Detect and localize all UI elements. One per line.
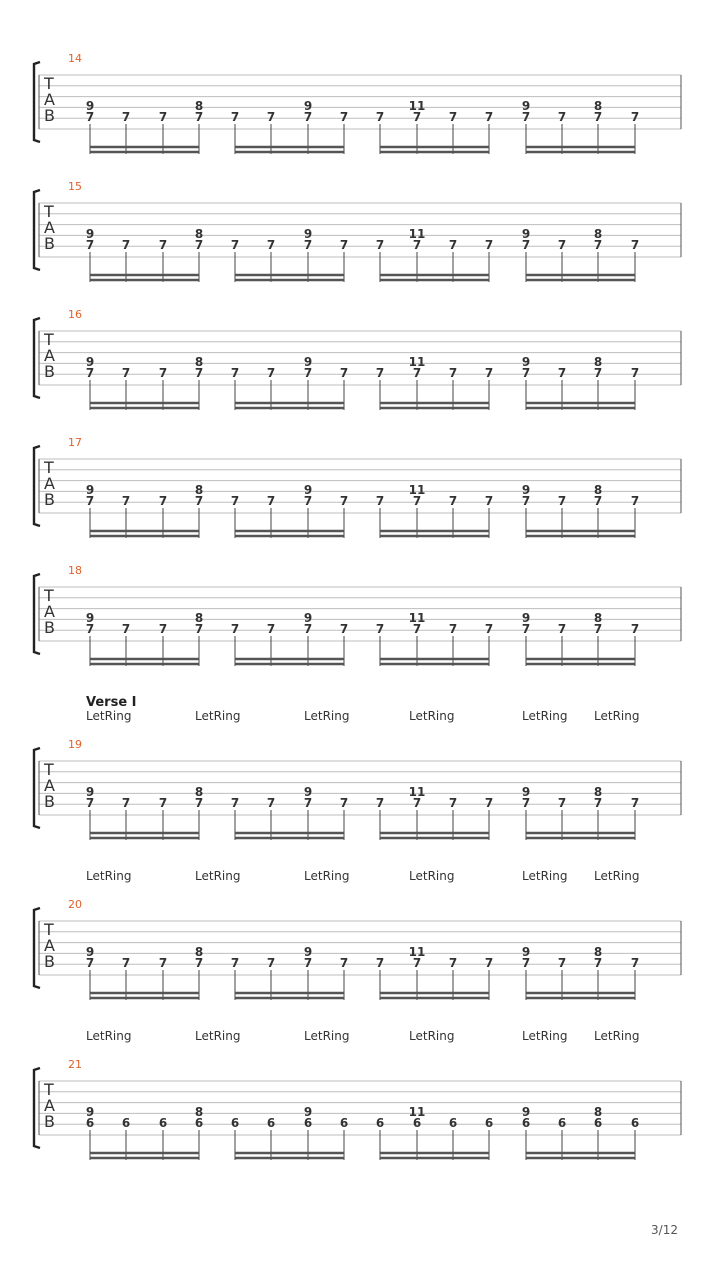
- fret-number-lower: 7: [521, 956, 531, 970]
- fret-number-lower: 7: [85, 622, 95, 636]
- fret-number-lower: 7: [412, 494, 422, 508]
- fret-number-upper: 9: [303, 227, 313, 241]
- fret-number-lower: 7: [121, 238, 131, 252]
- fret-number-lower: 6: [593, 1116, 603, 1130]
- fret-number-lower: 7: [339, 956, 349, 970]
- fret-number-lower: 7: [266, 796, 276, 810]
- fret-number-lower: 7: [158, 366, 168, 380]
- fret-number-lower: 7: [339, 494, 349, 508]
- fret-number-lower: 6: [121, 1116, 131, 1130]
- tab-clef-letter: B: [44, 952, 55, 971]
- fret-number-lower: 7: [121, 366, 131, 380]
- fret-number-lower: 7: [194, 238, 204, 252]
- fret-number-lower: 7: [521, 238, 531, 252]
- fret-number-lower: 7: [194, 366, 204, 380]
- fret-number-upper: 8: [194, 99, 204, 113]
- let-ring-label: LetRing: [195, 1029, 241, 1043]
- tab-clef-letter: A: [44, 90, 55, 109]
- fret-number-upper: 8: [194, 945, 204, 959]
- fret-number-lower: 7: [375, 956, 385, 970]
- fret-number-lower: 7: [121, 796, 131, 810]
- fret-number-lower: 7: [85, 366, 95, 380]
- fret-number-lower: 6: [194, 1116, 204, 1130]
- fret-number-lower: 7: [85, 494, 95, 508]
- fret-number-lower: 7: [266, 366, 276, 380]
- fret-number-lower: 7: [158, 796, 168, 810]
- measure-number: 17: [68, 436, 82, 449]
- fret-number-upper: 9: [303, 355, 313, 369]
- fret-number-upper: 8: [194, 1105, 204, 1119]
- fret-number-lower: 7: [484, 796, 494, 810]
- tab-clef-letter: T: [44, 586, 54, 605]
- fret-number-upper: 9: [521, 1105, 531, 1119]
- measure-number: 19: [68, 738, 82, 751]
- fret-number-lower: 7: [85, 956, 95, 970]
- fret-number-lower: 7: [158, 622, 168, 636]
- let-ring-label: LetRing: [594, 709, 640, 723]
- let-ring-label: LetRing: [409, 869, 455, 883]
- fret-number-lower: 6: [412, 1116, 422, 1130]
- fret-number-lower: 7: [593, 110, 603, 124]
- fret-number-lower: 7: [375, 366, 385, 380]
- fret-number-lower: 7: [303, 494, 313, 508]
- fret-number-lower: 7: [448, 366, 458, 380]
- fret-number-lower: 7: [194, 622, 204, 636]
- tab-clef-letter: T: [44, 330, 54, 349]
- let-ring-label: LetRing: [86, 869, 132, 883]
- let-ring-label: LetRing: [522, 869, 568, 883]
- fret-number-lower: 7: [121, 494, 131, 508]
- fret-number-lower: 7: [593, 796, 603, 810]
- fret-number-lower: 6: [521, 1116, 531, 1130]
- fret-number-lower: 6: [630, 1116, 640, 1130]
- fret-number-lower: 7: [521, 622, 531, 636]
- fret-number-lower: 7: [448, 110, 458, 124]
- tab-clef-letter: B: [44, 618, 55, 637]
- fret-number-upper: 9: [303, 785, 313, 799]
- fret-number-lower: 7: [85, 110, 95, 124]
- fret-number-lower: 7: [557, 796, 567, 810]
- fret-number-lower: 7: [484, 110, 494, 124]
- fret-number-lower: 7: [121, 110, 131, 124]
- fret-number-upper: 9: [85, 99, 95, 113]
- fret-number-lower: 7: [339, 110, 349, 124]
- fret-number-lower: 7: [375, 494, 385, 508]
- fret-number-lower: 6: [339, 1116, 349, 1130]
- tab-clef-letter: B: [44, 362, 55, 381]
- fret-number-lower: 7: [593, 366, 603, 380]
- fret-number-lower: 7: [484, 238, 494, 252]
- fret-number-lower: 7: [303, 956, 313, 970]
- fret-number-lower: 7: [521, 796, 531, 810]
- tab-clef-letter: A: [44, 346, 55, 365]
- fret-number-lower: 7: [448, 622, 458, 636]
- fret-number-lower: 7: [557, 366, 567, 380]
- fret-number-lower: 7: [448, 796, 458, 810]
- fret-number-lower: 7: [194, 494, 204, 508]
- tab-clef-letter: T: [44, 74, 54, 93]
- fret-number-lower: 6: [303, 1116, 313, 1130]
- tab-clef-letter: T: [44, 458, 54, 477]
- fret-number-lower: 7: [375, 796, 385, 810]
- fret-number-upper: 8: [593, 945, 603, 959]
- fret-number-upper: 9: [85, 1105, 95, 1119]
- fret-number-upper: 11: [408, 945, 426, 959]
- section-label: Verse I: [86, 695, 137, 710]
- tab-system: [34, 869, 681, 1000]
- fret-number-lower: 7: [194, 956, 204, 970]
- fret-number-upper: 8: [593, 355, 603, 369]
- fret-number-lower: 7: [230, 110, 240, 124]
- fret-number-lower: 7: [85, 238, 95, 252]
- let-ring-label: LetRing: [409, 709, 455, 723]
- fret-number-upper: 9: [303, 1105, 313, 1119]
- fret-number-lower: 7: [230, 956, 240, 970]
- fret-number-lower: 7: [593, 956, 603, 970]
- measure-number: 21: [68, 1058, 82, 1071]
- fret-number-upper: 8: [194, 227, 204, 241]
- fret-number-lower: 7: [630, 494, 640, 508]
- tab-clef-letter: B: [44, 1112, 55, 1131]
- fret-number-lower: 7: [230, 622, 240, 636]
- fret-number-lower: 7: [339, 366, 349, 380]
- fret-number-upper: 9: [521, 99, 531, 113]
- fret-number-upper: 9: [521, 785, 531, 799]
- fret-number-lower: 6: [85, 1116, 95, 1130]
- fret-number-upper: 9: [85, 945, 95, 959]
- let-ring-label: LetRing: [195, 709, 241, 723]
- fret-number-upper: 9: [521, 611, 531, 625]
- fret-number-upper: 9: [521, 355, 531, 369]
- fret-number-lower: 7: [448, 494, 458, 508]
- fret-number-upper: 11: [408, 355, 426, 369]
- fret-number-upper: 8: [194, 611, 204, 625]
- fret-number-lower: 7: [158, 956, 168, 970]
- measure-number: 14: [68, 52, 82, 65]
- fret-number-lower: 7: [630, 238, 640, 252]
- fret-number-lower: 7: [484, 622, 494, 636]
- tab-clef-letter: A: [44, 936, 55, 955]
- fret-number-upper: 11: [408, 99, 426, 113]
- fret-number-lower: 7: [230, 366, 240, 380]
- fret-number-lower: 7: [412, 366, 422, 380]
- page-number: 3/12: [651, 1223, 678, 1237]
- fret-number-lower: 6: [484, 1116, 494, 1130]
- tab-clef-letter: A: [44, 776, 55, 795]
- fret-number-lower: 7: [85, 796, 95, 810]
- fret-number-lower: 6: [448, 1116, 458, 1130]
- fret-number-lower: 7: [121, 622, 131, 636]
- fret-number-upper: 11: [408, 227, 426, 241]
- fret-number-lower: 7: [521, 110, 531, 124]
- fret-number-lower: 7: [266, 494, 276, 508]
- fret-number-upper: 9: [303, 99, 313, 113]
- tab-clef-letter: A: [44, 474, 55, 493]
- measure-number: 18: [68, 564, 82, 577]
- fret-number-lower: 7: [158, 494, 168, 508]
- fret-number-upper: 9: [85, 227, 95, 241]
- fret-number-lower: 7: [521, 494, 531, 508]
- fret-number-lower: 7: [412, 956, 422, 970]
- fret-number-upper: 8: [593, 483, 603, 497]
- fret-number-lower: 7: [158, 110, 168, 124]
- fret-number-upper: 9: [85, 611, 95, 625]
- fret-number-lower: 7: [557, 622, 567, 636]
- fret-number-upper: 9: [303, 483, 313, 497]
- tab-system: [34, 180, 681, 282]
- fret-number-lower: 7: [303, 796, 313, 810]
- fret-number-lower: 6: [375, 1116, 385, 1130]
- fret-number-lower: 7: [448, 956, 458, 970]
- fret-number-lower: 7: [266, 238, 276, 252]
- fret-number-upper: 9: [85, 483, 95, 497]
- fret-number-upper: 8: [593, 99, 603, 113]
- fret-number-upper: 8: [593, 1105, 603, 1119]
- fret-number-lower: 7: [266, 110, 276, 124]
- fret-number-lower: 7: [593, 622, 603, 636]
- fret-number-lower: 7: [448, 238, 458, 252]
- tab-system: [34, 436, 681, 538]
- fret-number-upper: 9: [303, 611, 313, 625]
- fret-number-upper: 9: [521, 227, 531, 241]
- fret-number-lower: 6: [266, 1116, 276, 1130]
- fret-number-lower: 7: [557, 110, 567, 124]
- fret-number-lower: 7: [266, 622, 276, 636]
- let-ring-label: LetRing: [594, 1029, 640, 1043]
- let-ring-label: LetRing: [86, 1029, 132, 1043]
- fret-number-lower: 7: [230, 796, 240, 810]
- fret-number-lower: 7: [303, 238, 313, 252]
- fret-number-upper: 11: [408, 611, 426, 625]
- fret-number-upper: 8: [593, 227, 603, 241]
- tab-system: [34, 564, 681, 666]
- fret-number-lower: 7: [339, 622, 349, 636]
- fret-number-lower: 6: [557, 1116, 567, 1130]
- let-ring-label: LetRing: [304, 709, 350, 723]
- fret-number-upper: 9: [521, 483, 531, 497]
- fret-number-lower: 7: [412, 796, 422, 810]
- fret-number-upper: 9: [303, 945, 313, 959]
- fret-number-lower: 7: [375, 238, 385, 252]
- fret-number-lower: 7: [557, 956, 567, 970]
- fret-number-lower: 7: [194, 110, 204, 124]
- let-ring-label: LetRing: [522, 1029, 568, 1043]
- fret-number-lower: 7: [593, 238, 603, 252]
- fret-number-lower: 7: [630, 622, 640, 636]
- fret-number-lower: 7: [593, 494, 603, 508]
- fret-number-lower: 7: [630, 796, 640, 810]
- let-ring-label: LetRing: [195, 869, 241, 883]
- tab-clef-letter: T: [44, 1080, 54, 1099]
- fret-number-lower: 6: [230, 1116, 240, 1130]
- fret-number-lower: 7: [375, 622, 385, 636]
- fret-number-lower: 7: [630, 110, 640, 124]
- fret-number-upper: 8: [593, 785, 603, 799]
- tab-clef-letter: A: [44, 1096, 55, 1115]
- fret-number-upper: 8: [194, 785, 204, 799]
- fret-number-upper: 9: [85, 785, 95, 799]
- fret-number-upper: 11: [408, 483, 426, 497]
- fret-number-upper: 11: [408, 1105, 426, 1119]
- tab-clef-letter: B: [44, 234, 55, 253]
- fret-number-lower: 7: [303, 622, 313, 636]
- tab-clef-letter: T: [44, 202, 54, 221]
- fret-number-lower: 7: [484, 494, 494, 508]
- fret-number-lower: 7: [303, 366, 313, 380]
- fret-number-lower: 7: [412, 622, 422, 636]
- fret-number-lower: 7: [484, 956, 494, 970]
- let-ring-label: LetRing: [86, 709, 132, 723]
- tab-clef-letter: B: [44, 792, 55, 811]
- tab-clef-letter: A: [44, 602, 55, 621]
- fret-number-upper: 9: [85, 355, 95, 369]
- fret-number-lower: 7: [630, 956, 640, 970]
- tab-clef-letter: T: [44, 760, 54, 779]
- tab-system: [34, 52, 681, 154]
- tab-clef-letter: B: [44, 106, 55, 125]
- tab-system: [34, 308, 681, 410]
- tab-clef-letter: T: [44, 920, 54, 939]
- fret-number-lower: 7: [521, 366, 531, 380]
- measure-number: 15: [68, 180, 82, 193]
- fret-number-lower: 7: [339, 238, 349, 252]
- fret-number-lower: 7: [121, 956, 131, 970]
- fret-number-lower: 7: [339, 796, 349, 810]
- tab-clef-letter: A: [44, 218, 55, 237]
- fret-number-upper: 8: [194, 355, 204, 369]
- let-ring-label: LetRing: [522, 709, 568, 723]
- let-ring-label: LetRing: [304, 1029, 350, 1043]
- measure-number: 20: [68, 898, 82, 911]
- tab-system: [34, 695, 681, 840]
- fret-number-lower: 7: [266, 956, 276, 970]
- fret-number-upper: 11: [408, 785, 426, 799]
- measure-number: 16: [68, 308, 82, 321]
- fret-number-lower: 7: [630, 366, 640, 380]
- fret-number-lower: 7: [303, 110, 313, 124]
- fret-number-upper: 8: [593, 611, 603, 625]
- let-ring-label: LetRing: [304, 869, 350, 883]
- tab-system: [34, 1029, 681, 1160]
- fret-number-lower: 6: [158, 1116, 168, 1130]
- fret-number-lower: 7: [230, 494, 240, 508]
- fret-number-lower: 7: [412, 238, 422, 252]
- fret-number-lower: 7: [412, 110, 422, 124]
- fret-number-lower: 7: [158, 238, 168, 252]
- let-ring-label: LetRing: [594, 869, 640, 883]
- let-ring-label: LetRing: [409, 1029, 455, 1043]
- fret-number-lower: 7: [557, 494, 567, 508]
- fret-number-upper: 9: [521, 945, 531, 959]
- fret-number-lower: 7: [375, 110, 385, 124]
- fret-number-lower: 7: [484, 366, 494, 380]
- tab-clef-letter: B: [44, 490, 55, 509]
- fret-number-lower: 7: [557, 238, 567, 252]
- fret-number-lower: 7: [230, 238, 240, 252]
- fret-number-lower: 7: [194, 796, 204, 810]
- fret-number-upper: 8: [194, 483, 204, 497]
